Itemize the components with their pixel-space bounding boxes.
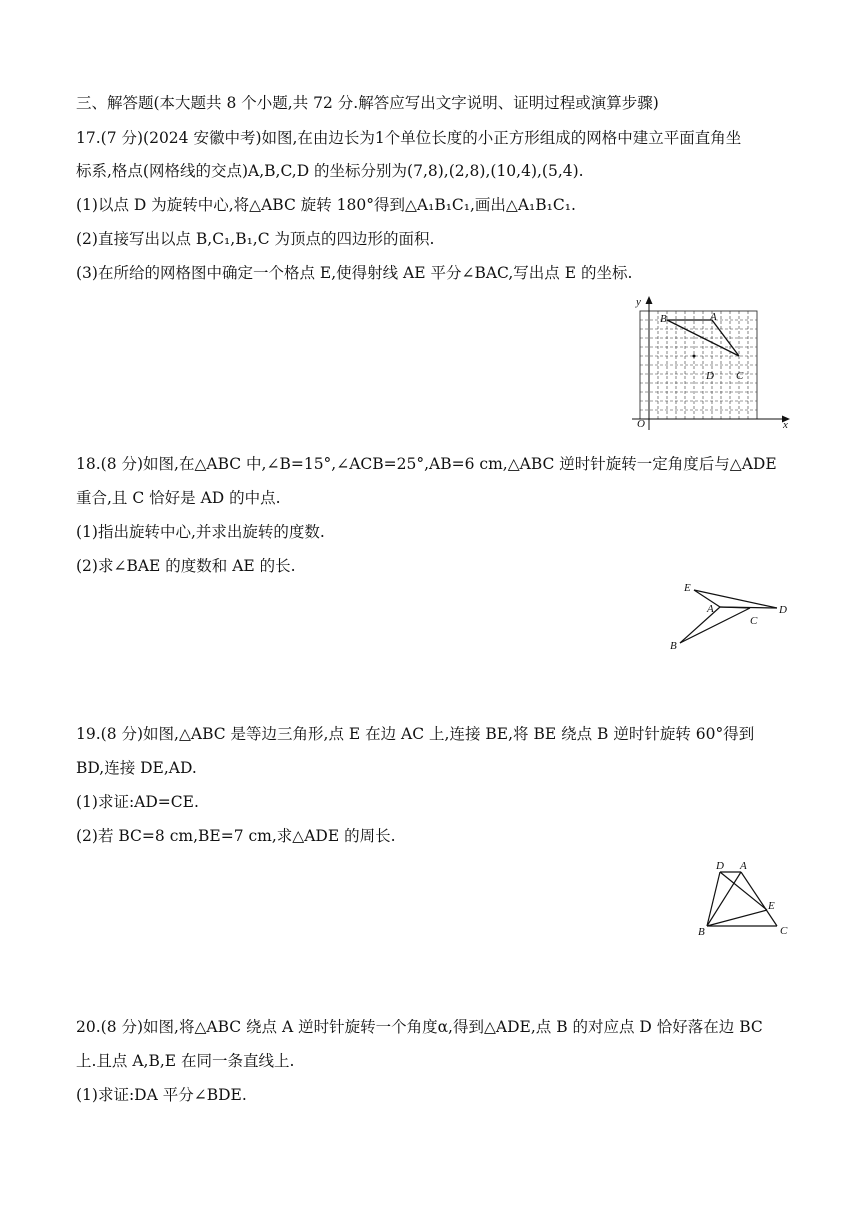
q17-part3: (3)在所给的网格图中确定一个格点 E,使得射线 AE 平分∠BAC,写出点 E 的坐标. bbox=[76, 264, 633, 282]
q19-figure bbox=[690, 852, 800, 942]
label-E: E bbox=[684, 582, 691, 594]
q19-stem-line2: BD,连接 DE,AD. bbox=[76, 759, 197, 777]
q18-part1: (1)指出旋转中心,并求出旋转的度数. bbox=[76, 523, 325, 541]
q17-part1: (1)以点 D 为旋转中心,将△ABC 旋转 180°得到△A₁B₁C₁,画出△A₁B₁C₁. bbox=[76, 196, 576, 214]
segment-AB bbox=[680, 607, 720, 643]
segment-AC bbox=[741, 872, 777, 926]
q19-part1: (1)求证:AD=CE. bbox=[76, 793, 199, 811]
label-A: A bbox=[707, 603, 714, 615]
label-D: D bbox=[706, 370, 714, 382]
q18-stem-line2: 重合,且 C 恰好是 AD 的中点. bbox=[76, 489, 281, 507]
label-O: O bbox=[637, 418, 645, 430]
q17-grid-figure bbox=[628, 294, 798, 434]
q20-stem-line2: 上.且点 A,B,E 在同一条直线上. bbox=[76, 1052, 295, 1070]
q20-stem-line1: 20.(8 分)如图,将△ABC 绕点 A 逆时针旋转一个角度α,得到△ADE,点 B 的对应点 D 恰好落在边 BC bbox=[76, 1018, 763, 1036]
q19-stem-line1: 19.(8 分)如图,△ABC 是等边三角形,点 E 在边 AC 上,连接 BE,将 BE 绕点 B 逆时针旋转 60°得到 bbox=[76, 725, 755, 743]
label-D: D bbox=[716, 860, 724, 872]
segment-BC bbox=[680, 608, 750, 643]
q20-part1: (1)求证:DA 平分∠BDE. bbox=[76, 1086, 247, 1104]
label-D: D bbox=[779, 604, 787, 616]
y-axis-arrow-icon bbox=[646, 296, 653, 304]
label-B: B bbox=[670, 640, 677, 652]
label-A: A bbox=[710, 311, 717, 323]
label-A: A bbox=[740, 860, 747, 872]
label-x: x bbox=[783, 419, 788, 431]
point-D bbox=[693, 355, 696, 358]
grid-lines bbox=[640, 311, 757, 419]
label-B: B bbox=[698, 926, 705, 938]
label-y: y bbox=[636, 296, 641, 308]
q18-part2: (2)求∠BAE 的度数和 AE 的长. bbox=[76, 557, 296, 575]
label-E: E bbox=[768, 900, 775, 912]
label-C: C bbox=[736, 370, 744, 382]
q17-stem-line1: 17.(7 分)(2024 安徽中考)如图,在由边长为1个单位长度的小正方形组成的网格中建立平面直角坐 bbox=[76, 129, 742, 147]
label-C: C bbox=[780, 925, 788, 937]
q19-part2: (2)若 BC=8 cm,BE=7 cm,求△ADE 的周长. bbox=[76, 827, 396, 845]
segment-DB bbox=[707, 872, 720, 926]
label-C: C bbox=[750, 615, 758, 627]
q18-figure bbox=[664, 576, 794, 656]
q17-part2: (2)直接写出以点 B,C₁,B₁,C 为顶点的四边形的面积. bbox=[76, 230, 435, 248]
q18-stem-line1: 18.(8 分)如图,在△ABC 中,∠B=15°,∠ACB=25°,AB=6 cm,△ABC 逆时针旋转一定角度后与△ADE bbox=[76, 455, 777, 473]
q17-stem-line2: 标系,格点(网格线的交点)A,B,C,D 的坐标分别为(7,8),(2,8),(10,4),(5,4). bbox=[76, 162, 584, 180]
section-header: 三、解答题(本大题共 8 个小题,共 72 分.解答应写出文字说明、证明过程或演算步骤) bbox=[76, 94, 659, 112]
label-B: B bbox=[660, 313, 667, 325]
segment-DE bbox=[720, 872, 767, 910]
